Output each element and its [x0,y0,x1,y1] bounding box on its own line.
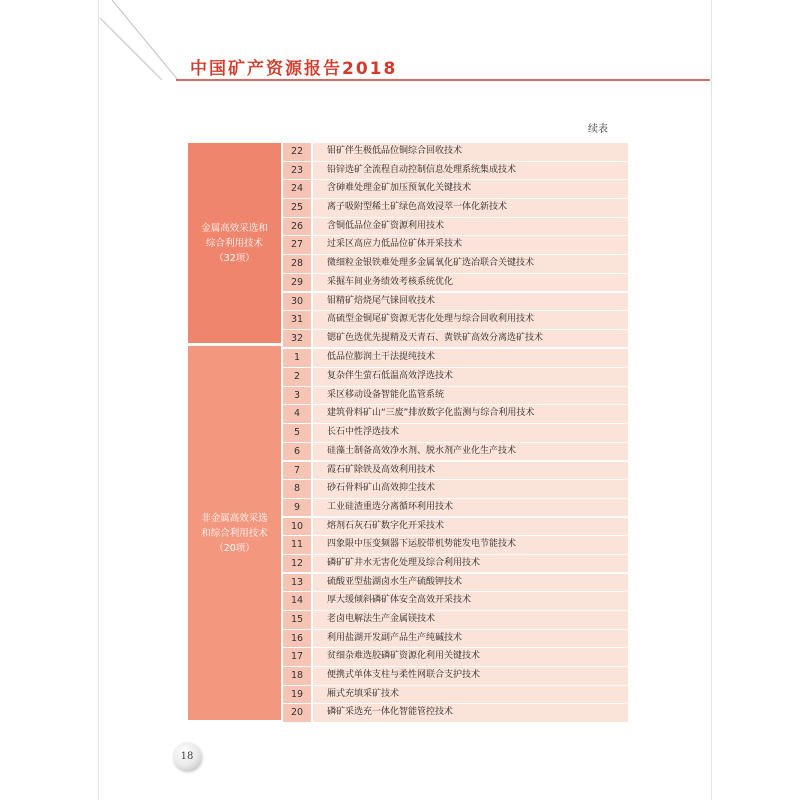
row-number: 3 [283,387,311,405]
table-row [283,592,628,610]
technology-name: 熔剂石灰石矿数字化开采技术 [313,518,628,536]
table-row [283,480,628,498]
table-row [283,387,628,405]
category-label-line: 金属高效采选和 [201,222,268,234]
row-number: 24 [283,180,311,198]
row-number: 28 [283,255,311,273]
table-row [283,630,628,648]
row-number: 9 [283,499,311,517]
table-row [283,518,628,536]
table-row [283,143,628,161]
technology-name: 锶矿色选优先提精及天青石、黄铁矿高效分离选矿技术 [313,330,628,348]
table-row [283,648,628,666]
technology-name: 磷矿矿井水无害化处理及综合利用技术 [313,555,628,573]
row-number: 11 [283,536,311,554]
technology-table [283,143,628,723]
table-row [283,274,628,292]
row-number: 5 [283,424,311,442]
row-number: 4 [283,405,311,423]
row-number: 12 [283,555,311,573]
table-row [283,574,628,592]
technology-name: 便携式单体支柱与柔性网联合支护技术 [313,667,628,685]
technology-name: 低品位膨润土干法提纯技术 [313,349,628,367]
row-number: 30 [283,293,311,311]
row-number: 13 [283,574,311,592]
row-number: 20 [283,704,311,722]
technology-name: 复杂伴生萤石低温高效浮选技术 [313,368,628,386]
technology-name: 铅锌选矿全流程自动控制信息处理系统集成技术 [313,162,628,180]
technology-name: 采掘车间业务绩效考核系统优化 [313,274,628,292]
row-number: 17 [283,648,311,666]
page-number-badge [173,742,201,770]
technology-name: 霞石矿除铁及高效利用技术 [313,462,628,480]
technology-name: 厢式充填采矿技术 [313,686,628,704]
category-count: （32项） [214,252,255,264]
table-row [283,180,628,198]
row-number: 15 [283,611,311,629]
row-number: 2 [283,368,311,386]
technology-name: 钼精矿焙烧尾气铼回收技术 [313,293,628,311]
table-row [283,667,628,685]
category-label-line: 综合利用技术 [205,237,263,249]
category-cell-metal [188,143,281,343]
table-row [283,349,628,367]
table-row [283,686,628,704]
table-row [283,405,628,423]
technology-name: 厚大缓倾斜磷矿体安全高效开采技术 [313,592,628,610]
technology-name: 离子吸附型稀土矿绿色高效浸萃一体化新技术 [313,199,628,217]
table-row [283,330,628,348]
table-row [283,462,628,480]
row-number: 1 [283,349,311,367]
table-row [283,311,628,329]
row-number: 7 [283,462,311,480]
row-number: 31 [283,311,311,329]
technology-name: 工业硅渣重选分离循环利用技术 [313,499,628,517]
technology-name: 含铜低品位金矿资源利用技术 [313,218,628,236]
table-row [283,255,628,273]
technology-name: 四象限中压变频器下运胶带机势能发电节能技术 [313,536,628,554]
row-number: 16 [283,630,311,648]
technology-name: 硫酸亚型盐湖卤水生产硫酸钾技术 [313,574,628,592]
technology-name: 利用盐湖开发副产品生产纯碱技术 [313,630,628,648]
table-row [283,536,628,554]
table-row [283,368,628,386]
technology-name: 贫细杂难选胶磷矿资源化利用关键技术 [313,648,628,666]
table-row [283,611,628,629]
technology-name: 过采区高应力低品位矿体开采技术 [313,236,628,254]
table-row [283,555,628,573]
technology-name: 高硫型金铜尾矿资源无害化处理与综合回收利用技术 [313,311,628,329]
table-row [283,199,628,217]
technology-name: 钼矿伴生极低品位铜综合回收技术 [313,143,628,161]
row-number: 23 [283,162,311,180]
row-number: 22 [283,143,311,161]
technology-name: 含砷难处理金矿加压预氧化关键技术 [313,180,628,198]
table-row [283,443,628,461]
row-number: 6 [283,443,311,461]
table-continued-label: 续表 [588,124,608,135]
technology-name: 采区移动设备智能化监管系统 [313,387,628,405]
row-number: 18 [283,667,311,685]
category-count: （20项） [214,542,255,554]
table-row [283,218,628,236]
row-number: 8 [283,480,311,498]
page-number: 18 [180,750,194,762]
table-row [283,293,628,311]
technology-name: 砂石骨料矿山高效抑尘技术 [313,480,628,498]
row-number: 10 [283,518,311,536]
category-label-line: 和综合利用技术 [201,527,268,539]
table-row [283,499,628,517]
row-number: 32 [283,330,311,348]
category-label-line: 非金属高效采选 [201,512,268,524]
row-number: 29 [283,274,311,292]
report-title: 中国矿产资源报告2018 [190,59,398,79]
table-row [283,162,628,180]
technology-name: 建筑骨料矿山“三废”排放数字化监测与综合利用技术 [313,405,628,423]
table-row [283,424,628,442]
technology-name: 硅藻土制备高效净水剂、脱水剂产业化生产技术 [313,443,628,461]
table-row [283,704,628,722]
row-number: 26 [283,218,311,236]
table-row [283,236,628,254]
technology-name: 磷矿采选充一体化智能管控技术 [313,704,628,722]
row-number: 25 [283,199,311,217]
technology-name: 长石中性浮选技术 [313,424,628,442]
row-number: 14 [283,592,311,610]
row-number: 27 [283,236,311,254]
category-cell-nonmetal [188,346,281,720]
technology-name: 微细粒金银铁难处理多金属氧化矿选冶联合关键技术 [313,255,628,273]
technology-name: 老卤电解法生产金属镁技术 [313,611,628,629]
row-number: 19 [283,686,311,704]
